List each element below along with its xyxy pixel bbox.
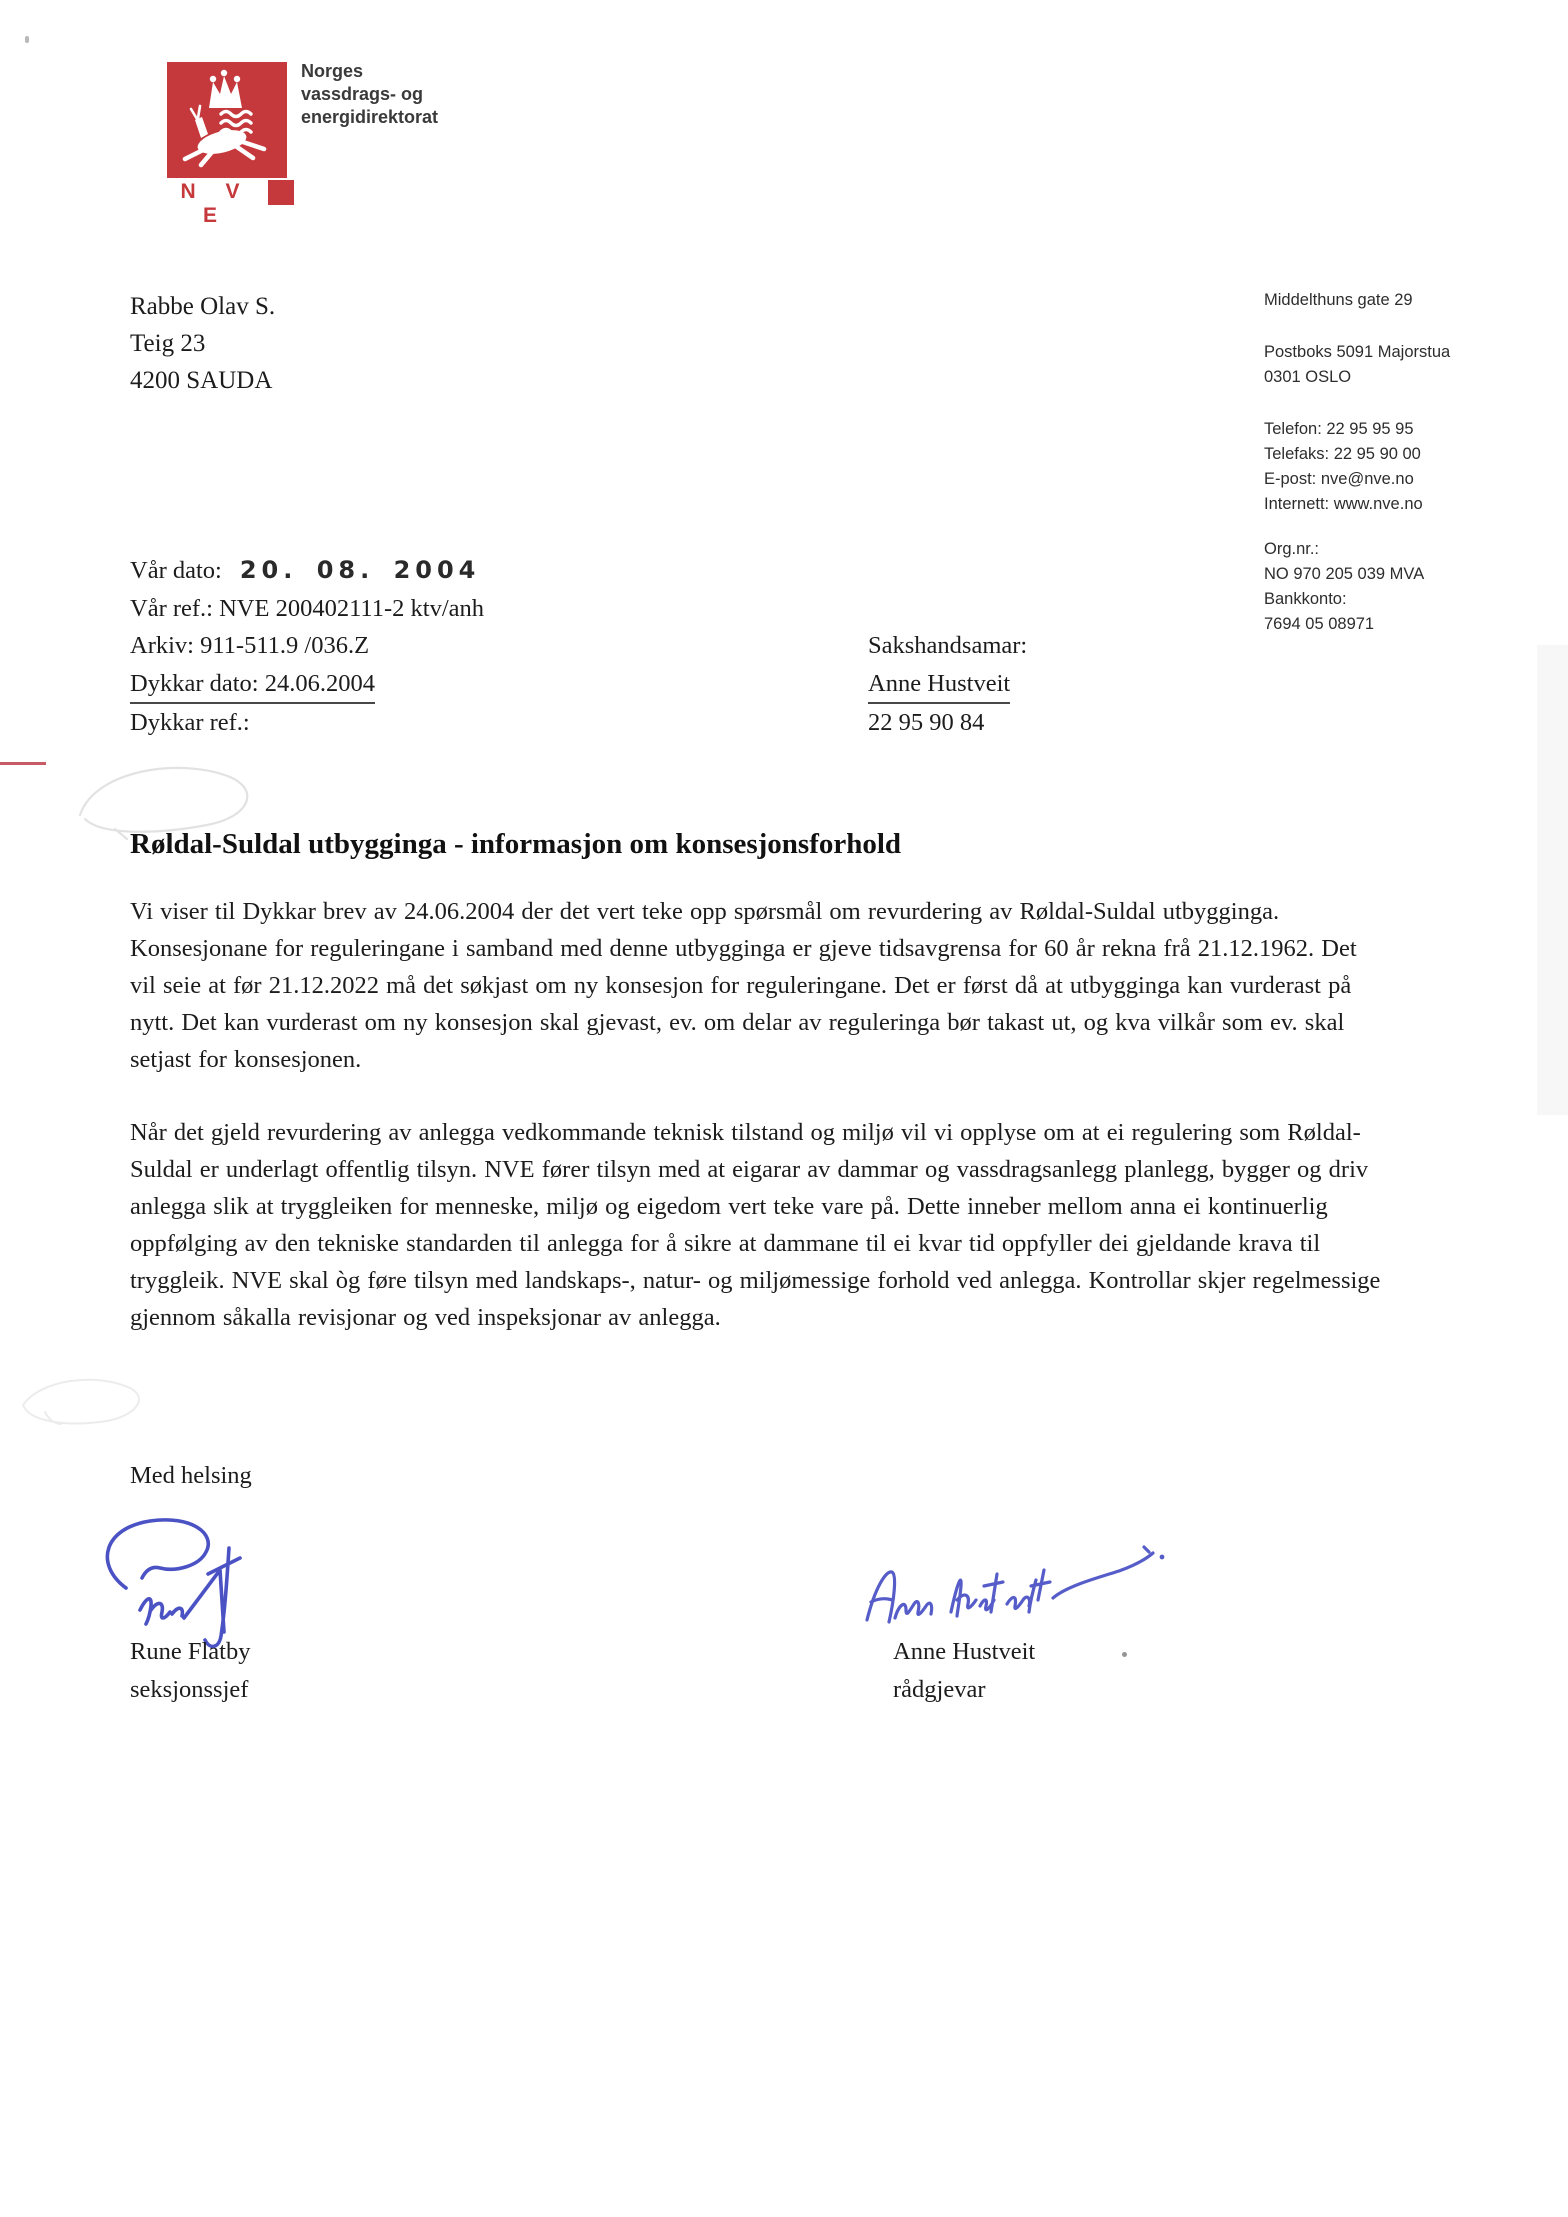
- ref-label: Vår ref.:: [130, 594, 213, 622]
- org-name-line: vassdrags- og: [301, 84, 424, 104]
- letter-body: [130, 893, 1388, 1372]
- recipient-name: Rabbe Olav S.: [130, 293, 276, 320]
- postal-city-line: 0301 OSLO: [1264, 368, 1352, 386]
- scan-artifact-red-dash: [0, 762, 46, 765]
- org-name-line: energidirektorat: [301, 107, 439, 127]
- nve-crest-icon: [167, 62, 287, 178]
- orgnr-label: Org.nr.:: [1264, 540, 1320, 558]
- paragraph-2: Når det gjeld revurdering av anlegga vedkommande teknisk tilstand og miljø vil vi opplyse om at ei regulering som Røldal-Suldal er underlagt offentlig tilsyn. NVE fører tilsyn med at eigarar av dammar og vassdragsanlegg planlegg, bygger og driv anlegga slik at tryggleiken for menneske, miljø og eigedom vert teke vare på. Dette inneber mellom anna ei kontinuerlig oppfølging av den tekniske standarden til anlegga for å sikre at dammane til ei kvar tid oppfyller dei gjeldande krava til tryggleik. NVE skal òg føre tilsyn med landskaps-, natur- og miljømessige forhold ved anlegga. Kontrollar skjer regelmessige gjennom såkalla revisjonar og ved inspeksjonar av anlegga.: [130, 1119, 1381, 1331]
- reference-block: [130, 552, 484, 742]
- signatory-right: [893, 1633, 1035, 1708]
- closing-phrase: Med helsing: [130, 1462, 252, 1489]
- ref-label: Arkiv:: [130, 632, 194, 659]
- signatory-name: Anne Hustveit: [893, 1638, 1036, 1665]
- ref-row-var-ref: [130, 590, 484, 628]
- org-name: [301, 60, 438, 129]
- signatory-name: Rune Flatby: [130, 1638, 251, 1665]
- signatory-role: seksjonssjef: [130, 1675, 249, 1703]
- nve-logo: [167, 62, 287, 178]
- website-line: Internett: www.nve.no: [1264, 495, 1423, 513]
- caseworker-phone: 22 95 90 84: [868, 709, 985, 736]
- bank-value: 7694 05 08971: [1264, 615, 1375, 633]
- nve-acronym: N V E: [180, 180, 252, 227]
- recipient-city: 4200 SAUDA: [130, 367, 273, 394]
- recipient-street: Teig 23: [130, 330, 206, 357]
- postal-address: [1264, 340, 1564, 390]
- ref-label: Dykkar dato:: [130, 669, 259, 697]
- ref-value: 24.06.2004: [264, 669, 375, 697]
- fax-line: Telefaks: 22 95 90 00: [1264, 445, 1421, 463]
- visit-address-line: Middelthuns gate 29: [1264, 291, 1413, 309]
- visit-address: [1264, 288, 1564, 313]
- caseworker-label: Sakshandsamar:: [868, 632, 1028, 659]
- org-finance-info: [1264, 537, 1564, 637]
- caseworker-name: Anne Hustveit: [868, 665, 1010, 705]
- ref-value: NVE 200402111-2 ktv/anh: [219, 594, 485, 622]
- scan-artifact-dot: [25, 36, 29, 43]
- letter-title: Røldal-Suldal utbygginga - informasjon om konsesjonsforhold: [130, 828, 902, 860]
- comm-info: [1264, 417, 1564, 517]
- phone-line: Telefon: 22 95 95 95: [1264, 420, 1414, 438]
- date-stamp: 20. 08. 2004: [239, 556, 481, 584]
- caseworker-block: [868, 627, 1027, 742]
- ref-value: 911-511.9 /036.Z: [200, 632, 370, 659]
- recipient-address: [130, 288, 275, 399]
- contact-column: [1264, 288, 1564, 664]
- scan-artifact-ink-dot: [1122, 1652, 1127, 1657]
- email-line: E-post: nve@nve.no: [1264, 470, 1414, 488]
- org-name-line: Norges: [301, 61, 364, 81]
- postbox-line: Postboks 5091 Majorstua: [1264, 343, 1451, 361]
- ref-row-dykkar-ref: [130, 704, 484, 742]
- ref-label: Dykkar ref.:: [130, 709, 250, 736]
- nve-logo-square: [268, 180, 294, 205]
- ref-row-var-dato: [130, 552, 484, 590]
- ref-row-dykkar-dato: [130, 665, 484, 705]
- signature-anne-hustveit: [855, 1540, 1195, 1645]
- ref-row-arkiv: [130, 627, 484, 665]
- orgnr-value: NO 970 205 039 MVA: [1264, 565, 1425, 583]
- signatory-left: [130, 1633, 250, 1708]
- signatory-role: rådgjevar: [893, 1675, 986, 1703]
- bank-label: Bankkonto:: [1264, 590, 1347, 608]
- scan-artifact-gray-strip: [1537, 645, 1568, 1115]
- paragraph-1: Vi viser til Dykkar brev av 24.06.2004 der det vert teke opp spørsmål om revurdering av Røldal-Suldal utbygginga. Konsesjonane for reguleringane i samband med denne utbygginga er gjeve tidsavgrensa for 60 år rekna frå 21.12.1962. Det vil seie at før 21.12.2022 må det søkjast om ny konsesjon for reguleringane. Det er først då at utbygginga kan vurderast på nytt. Det kan vurderast om ny konsesjon skal gjevast, ev. om delar av reguleringa bør takast ut, og kva vilkår som ev. skal setjast for konsesjonen.: [130, 898, 1357, 1073]
- creased-text: [130, 665, 375, 705]
- ref-label: Vår dato:: [130, 557, 222, 584]
